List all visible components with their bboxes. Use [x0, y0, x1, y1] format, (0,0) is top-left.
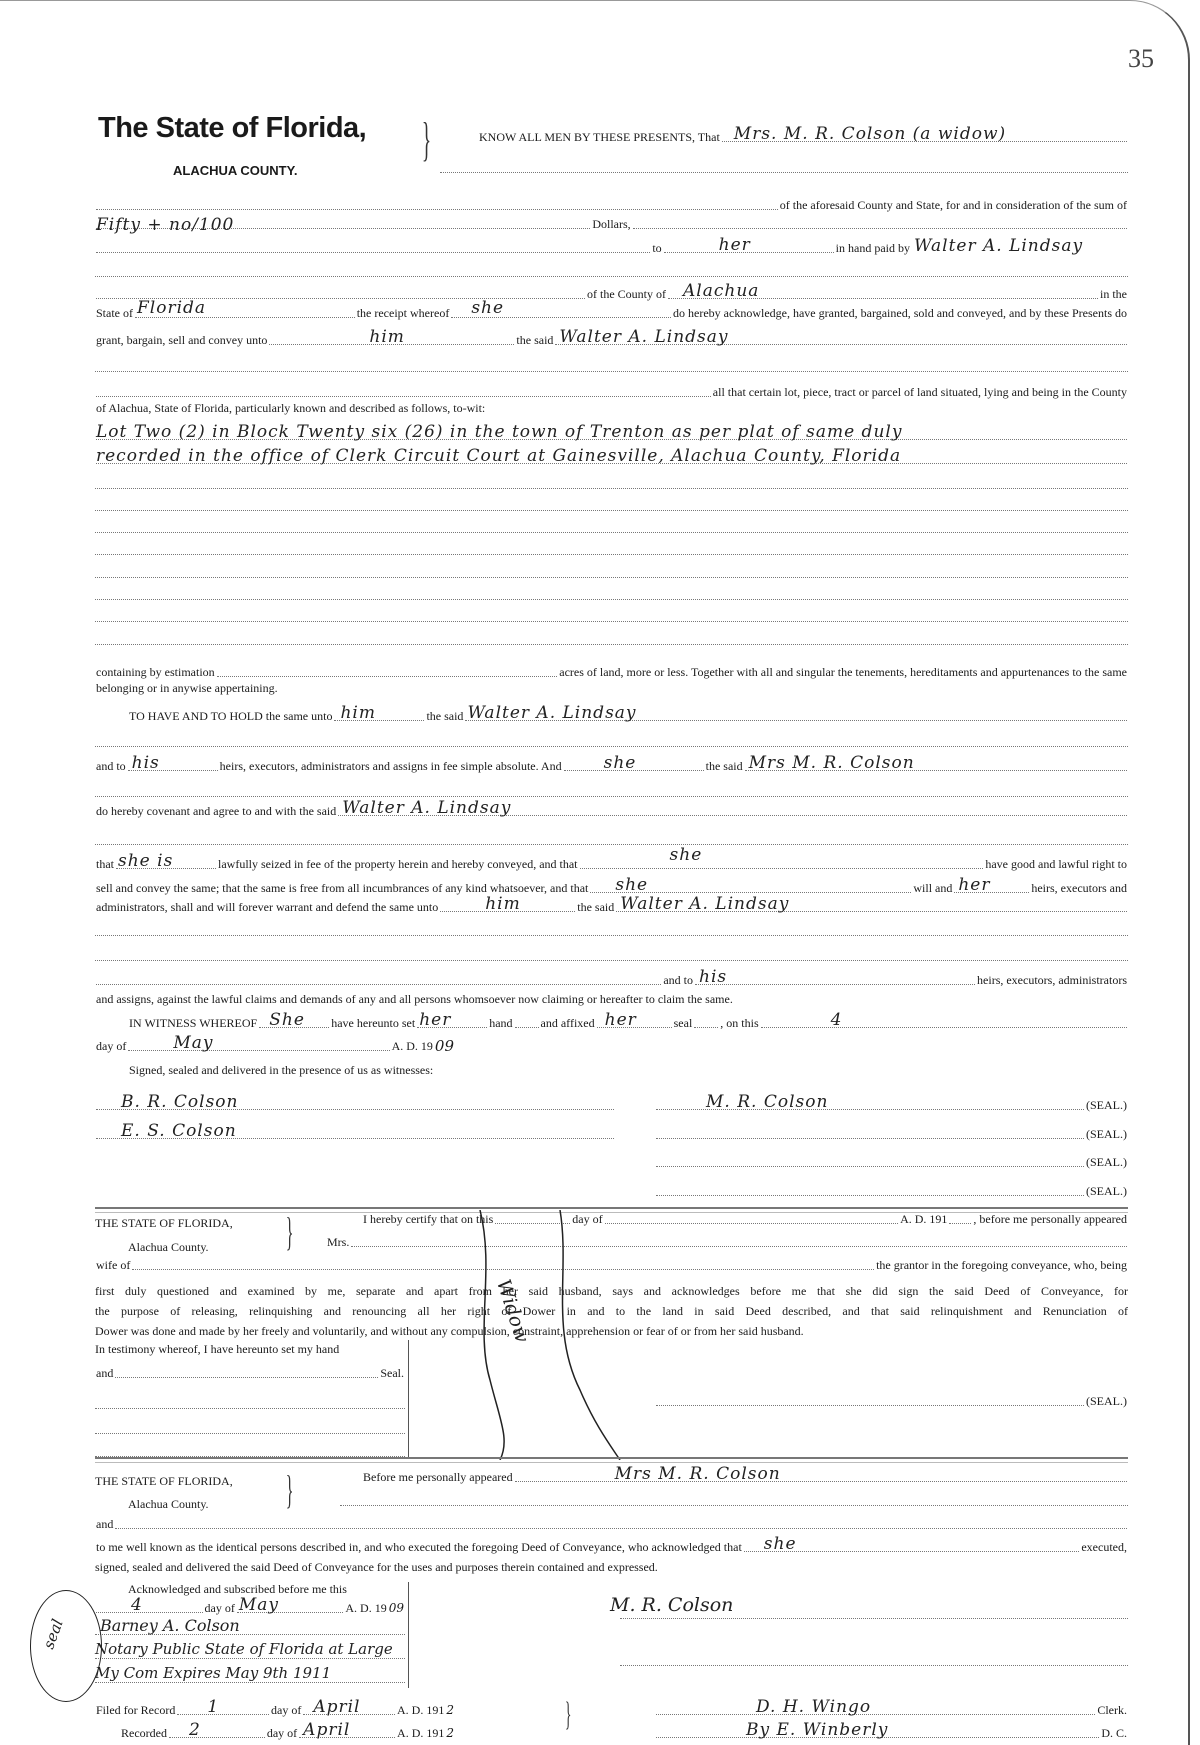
field — [590, 875, 911, 895]
printed-text: all that certain lot, piece, tract or parcel of land situated, lying and being in the County — [712, 385, 1127, 399]
day-handwritten: 4 — [830, 1010, 843, 1030]
dower-seal-line — [95, 1366, 405, 1380]
blank-line — [95, 1408, 405, 1409]
printed-text: sell and convey the same; that the same is free from all incumbrances of any kind whatsoever, and that — [96, 881, 589, 895]
printed-text: belonging or in anywise appertaining. — [96, 681, 278, 695]
date-line — [95, 1033, 455, 1055]
ack-line — [95, 1517, 1128, 1531]
field — [564, 753, 704, 773]
field — [616, 894, 1127, 914]
county-handwritten: Alachua — [683, 281, 760, 301]
year-handwritten: 09 — [388, 1601, 405, 1615]
section-divider — [95, 1457, 1128, 1463]
field — [96, 1121, 614, 1141]
handwritten: him — [485, 894, 521, 914]
printed-text: to — [652, 241, 662, 255]
witness-line — [95, 1092, 615, 1112]
field — [605, 1212, 898, 1224]
handwritten: her — [604, 1010, 637, 1030]
handwritten: her — [419, 1010, 452, 1030]
deed-line — [95, 753, 1128, 773]
printed-text: TO HAVE AND TO HOLD the same unto — [129, 709, 333, 723]
field — [633, 217, 1127, 229]
dower-line — [326, 1235, 1128, 1249]
grantor-handwritten: Mrs M. R. Colson — [614, 1464, 781, 1484]
field — [668, 281, 1098, 301]
printed-text: administrators, shall and will forever warrant and defend the same unto — [96, 900, 439, 914]
form-county: ALACHUA COUNTY. — [173, 163, 298, 178]
field — [515, 1016, 539, 1028]
seal-label: (SEAL.) — [1086, 1184, 1127, 1198]
field — [954, 875, 1029, 895]
field — [515, 1464, 1127, 1484]
printed-text: and to — [663, 973, 694, 987]
printed-text: A. D. 191 — [397, 1703, 445, 1717]
field — [694, 1016, 718, 1028]
printed-text: and affixed — [540, 1016, 595, 1030]
printed-text: have hereunto set — [331, 1016, 416, 1030]
grantee-handwritten: Walter A. Lindsay — [914, 236, 1084, 256]
brace: } — [564, 1696, 572, 1733]
field — [96, 241, 650, 253]
printed-text: in hand paid by — [835, 241, 910, 255]
blank-line — [95, 960, 1128, 961]
blank-line — [440, 172, 1128, 173]
dower-paragraph: first duly questioned and examined by me, separate and apart from her said husband, says and acknowledges before me that she did sign the said Deed of Conveyance, for — [95, 1284, 1128, 1298]
printed-text: acres of land, more or less. Together with all and singular the tenements, hereditaments and appurtenances to the same — [559, 665, 1127, 679]
field — [555, 327, 1127, 347]
printed-text: the said — [426, 709, 464, 723]
printed-text: Recorded — [121, 1726, 167, 1740]
printed-text: Mrs. — [327, 1235, 350, 1249]
printed-text: Filed for Record — [96, 1703, 176, 1717]
ack-text: Acknowledged and subscribed before me this — [128, 1582, 347, 1596]
legal-description-line — [95, 422, 1128, 442]
deed-line — [95, 967, 1128, 987]
deputy-clerk-line — [655, 1720, 1128, 1740]
ack-date-line — [95, 1595, 405, 1615]
witness-caption — [128, 1063, 828, 1077]
form-title: The State of Florida, — [98, 112, 367, 144]
handwritten: she — [471, 298, 505, 318]
handwritten: her — [958, 875, 991, 895]
seal-line — [655, 1184, 1128, 1198]
seal-line — [655, 1092, 1128, 1112]
blank-line — [95, 844, 1128, 845]
notary-seal-text: seal — [39, 1616, 67, 1652]
handwritten: she is — [118, 851, 174, 871]
field — [96, 385, 711, 397]
field — [695, 967, 975, 987]
field — [96, 1092, 614, 1112]
deed-line — [95, 401, 1128, 415]
printed-text: the said — [705, 759, 743, 773]
dower-paragraph: the purpose of releasing, relinquishing and renouncing all her right of Dower in and to the land in said Deed described, and that said relinquishment and Renunciation of — [95, 1304, 1128, 1318]
field — [949, 1212, 971, 1224]
state-handwritten: Florida — [137, 298, 207, 318]
field — [351, 1235, 1127, 1247]
printed-text: to me well known as the identical persons described in, and who executed the foregoing Deed of Conveyance, who acknowledged that — [96, 1540, 742, 1554]
bracket-line — [408, 1582, 409, 1688]
field — [217, 665, 558, 677]
field — [96, 446, 1127, 466]
dower-county: Alachua County. — [128, 1240, 209, 1254]
field — [259, 1010, 329, 1030]
notary-seal-outline — [30, 1590, 102, 1702]
field — [440, 894, 575, 914]
grantor-handwritten: Mrs M. R. Colson — [748, 753, 915, 773]
handwritten: she — [615, 875, 649, 895]
seal-label: (SEAL.) — [1086, 1127, 1127, 1141]
blank-line — [95, 532, 1128, 533]
field — [96, 215, 590, 235]
printed-text: the said — [516, 333, 554, 347]
blank-line — [95, 644, 1128, 645]
grantor-handwritten: Mrs. M. R. Colson (a widow) — [733, 124, 1007, 144]
notary-title-handwritten: Notary Public State of Florida at Large — [95, 1640, 393, 1658]
field — [656, 1720, 1099, 1740]
blank-line — [95, 577, 1128, 578]
notary-commission-handwritten: My Com Expires May 9th 1911 — [95, 1664, 332, 1682]
seal-line — [655, 1155, 1128, 1169]
printed-text: the said — [577, 900, 615, 914]
grantor-signature: M. R. Colson — [610, 1594, 734, 1616]
field — [664, 235, 834, 255]
printed-text: Before me personally appeared — [363, 1470, 513, 1484]
printed-text: grant, bargain, sell and convey unto — [96, 333, 268, 347]
legal-description-line — [95, 446, 1128, 466]
clerk-signature: D. H. Wingo — [756, 1697, 872, 1717]
widow-scrawl — [470, 1210, 640, 1460]
field — [744, 1534, 1080, 1554]
deed-line — [95, 385, 1128, 399]
field — [334, 703, 424, 723]
printed-text: A. D. 191 — [900, 1212, 948, 1226]
printed-text: D. C. — [1101, 1726, 1127, 1740]
witness-signature: B. R. Colson — [121, 1092, 239, 1112]
month-handwritten: April — [303, 1720, 351, 1740]
dower-state: THE STATE OF FLORIDA, — [95, 1216, 233, 1230]
witness-whereof-line — [128, 1010, 1128, 1030]
field — [128, 1033, 389, 1053]
printed-text: , before me personally appeared — [973, 1212, 1127, 1226]
deed-line — [95, 798, 1128, 818]
field — [656, 1092, 1084, 1112]
printed-text: seal — [673, 1016, 693, 1030]
notary-name-handwritten: Barney A. Colson — [100, 1616, 240, 1635]
printed-text: and to — [96, 759, 126, 773]
handwritten: she — [669, 845, 703, 865]
field — [417, 1010, 487, 1030]
field — [761, 1010, 1127, 1030]
printed-text: the grantor in the foregoing conveyance, who, being — [876, 1258, 1127, 1272]
printed-text: lawfully seized in fee of the property herein and hereby conveyed, and that — [218, 857, 578, 871]
clerk-line — [655, 1697, 1128, 1717]
field — [597, 1010, 672, 1030]
deed-line — [95, 298, 1128, 320]
printed-text: the receipt whereof — [356, 306, 450, 320]
deed-line-grantor — [478, 124, 1128, 144]
printed-text: heirs, executors, administrators and assigns in fee simple absolute. And — [219, 759, 562, 773]
field — [338, 798, 1127, 818]
deed-line — [95, 875, 1128, 895]
blank-line — [340, 1505, 1128, 1506]
printed-text: heirs, executors, administrators — [977, 973, 1127, 987]
day-handwritten: 4 — [131, 1595, 143, 1615]
printed-text: in the — [1100, 287, 1127, 301]
printed-text: executed, — [1081, 1540, 1127, 1554]
field — [656, 1155, 1084, 1167]
field — [580, 845, 984, 869]
deed-line — [95, 665, 1128, 679]
year-handwritten: 2 — [446, 1726, 455, 1740]
printed-text: and — [96, 1366, 114, 1380]
deed-line — [95, 845, 1128, 871]
brace: } — [285, 1209, 294, 1254]
field — [237, 1595, 344, 1615]
printed-text: Clerk. — [1097, 1703, 1127, 1717]
deed-line — [95, 894, 1128, 914]
deed-line — [95, 327, 1128, 347]
field — [135, 298, 355, 318]
field — [115, 1366, 378, 1378]
ack-text: signed, sealed and delivered the said Deed of Conveyance for the uses and purposes therein contained and expressed. — [95, 1560, 658, 1574]
deed-line-amount — [95, 215, 1128, 235]
amount-handwritten: Fifty + no/100 — [96, 215, 235, 235]
deed-line — [95, 992, 1128, 1006]
printed-text: do hereby acknowledge, have granted, bargained, sold and conveyed, and by these Presents do — [673, 306, 1127, 320]
witness-line — [95, 1121, 615, 1141]
printed-text: do hereby covenant and agree to and with the said — [96, 804, 337, 818]
grantee-handwritten: Walter A. Lindsay — [620, 894, 790, 914]
seal-line — [655, 1394, 1128, 1408]
blank-line — [95, 276, 1128, 277]
field — [96, 198, 778, 210]
printed-text: , on this — [720, 1016, 759, 1030]
seal-label: (SEAL.) — [1086, 1098, 1127, 1112]
printed-text: Signed, sealed and delivered in the presence of us as witnesses: — [129, 1063, 434, 1077]
field — [745, 753, 1127, 773]
field — [656, 1697, 1095, 1717]
blank-line — [95, 621, 1128, 622]
printed-text: IN WITNESS WHEREOF — [129, 1016, 258, 1030]
blank-line — [95, 1658, 405, 1659]
day-handwritten: 2 — [188, 1720, 201, 1740]
blank-line — [95, 746, 1128, 747]
printed-text: A. D. 19 — [391, 1039, 433, 1053]
year-handwritten: 2 — [446, 1703, 454, 1717]
printed-text: hand — [489, 1016, 513, 1030]
printed-text: A. D. 19 — [345, 1601, 387, 1615]
printed-text: day of — [271, 1703, 302, 1717]
blank-line — [620, 1618, 1128, 1619]
printed-text: day of — [572, 1212, 603, 1226]
grantee-handwritten: Walter A. Lindsay — [342, 798, 512, 818]
legal-description-handwritten: recorded in the office of Clerk Circuit Court at Gainesville, Alachua County, Florida — [96, 446, 902, 466]
handwritten: She — [269, 1010, 305, 1030]
ack-line — [95, 1534, 1128, 1554]
field — [116, 851, 216, 871]
field — [722, 124, 1127, 144]
habendum-line — [128, 703, 1128, 723]
deed-line — [95, 681, 1128, 695]
printed-text: wife of — [96, 1258, 131, 1272]
handwritten: his — [131, 753, 160, 773]
seal-label: (SEAL.) — [1086, 1394, 1127, 1408]
printed-text: and assigns, against the lawful claims and demands of any and all persons whomsoever now claiming or hereafter to claim the same. — [96, 992, 733, 1006]
printed-text: State of — [96, 306, 133, 320]
ack-county: Alachua County. — [128, 1497, 209, 1511]
printed-text: will and — [913, 881, 953, 895]
field — [115, 1517, 1127, 1529]
filed-for-record-line — [95, 1697, 455, 1717]
blank-line — [95, 554, 1128, 555]
year-handwritten: 09 — [434, 1037, 454, 1055]
printed-text: day of — [96, 1039, 127, 1053]
blank-line — [95, 796, 1128, 797]
field — [656, 1127, 1084, 1139]
blank-line — [95, 1682, 405, 1683]
printed-text: and — [96, 1517, 114, 1531]
deputy-clerk-signature: By E. Winberly — [746, 1720, 889, 1740]
blank-line — [620, 1665, 1128, 1666]
ack-line — [362, 1464, 1128, 1484]
handwritten: her — [718, 235, 751, 255]
recorded-line — [120, 1720, 455, 1740]
printed-text: have good and lawful right to — [985, 857, 1127, 871]
printed-text: day of — [204, 1601, 235, 1615]
blank-line — [95, 371, 1128, 372]
field — [303, 1697, 395, 1717]
grantee-handwritten: Walter A. Lindsay — [467, 703, 637, 723]
month-handwritten: April — [313, 1697, 361, 1717]
bracket-line — [408, 1340, 409, 1458]
field — [169, 1720, 265, 1740]
grantee-handwritten: Walter A. Lindsay — [559, 327, 729, 347]
field — [465, 703, 1127, 723]
deed-line — [95, 281, 1128, 301]
month-handwritten: May — [173, 1033, 214, 1053]
blank-line — [95, 599, 1128, 600]
seal-label: (SEAL.) — [1086, 1155, 1127, 1169]
dower-paragraph: Dower was done and made by her freely and voluntarily, and without any compulsion, constraint, apprehension or fear of or from her said husband. — [95, 1324, 804, 1338]
handwritten: his — [699, 967, 728, 987]
printed-text: of Alachua, State of Florida, particularly known and described as follows, to-wit: — [96, 401, 486, 415]
field — [96, 973, 661, 985]
blank-line — [95, 510, 1128, 511]
handwritten: him — [340, 703, 376, 723]
field — [128, 753, 218, 773]
printed-text: I hereby certify that on this — [363, 1212, 494, 1226]
field — [96, 422, 1127, 442]
deed-line — [95, 235, 1128, 256]
field — [451, 298, 671, 318]
witness-signature: E. S. Colson — [121, 1121, 237, 1141]
seal-line — [655, 1127, 1128, 1141]
handwritten: she — [763, 1534, 797, 1554]
printed-text: containing by estimation — [96, 665, 215, 679]
deed-line — [95, 198, 1128, 212]
printed-text: Seal. — [380, 1366, 404, 1380]
page-number: 35 — [1128, 44, 1154, 73]
printed-text: that — [96, 857, 114, 871]
legal-description-handwritten: Lot Two (2) in Block Twenty six (26) in the town of Trenton as per plat of same duly — [96, 422, 903, 442]
printed-text: of the aforesaid County and State, for and in consideration of the sum of — [779, 198, 1127, 212]
field — [299, 1720, 395, 1740]
printed-text: KNOW ALL MEN BY THESE PRESENTS, That — [479, 130, 720, 144]
brace: } — [285, 1467, 294, 1512]
field — [912, 236, 1127, 256]
blank-line — [95, 488, 1128, 489]
field — [177, 1697, 269, 1717]
printed-text: day of — [266, 1726, 298, 1740]
day-handwritten: 1 — [207, 1697, 220, 1717]
field — [656, 1184, 1084, 1196]
month-handwritten: May — [238, 1595, 280, 1615]
field — [656, 1394, 1084, 1406]
printed-text: Dollars, — [592, 217, 631, 231]
blank-line — [95, 935, 1128, 936]
ack-state: THE STATE OF FLORIDA, — [95, 1474, 233, 1488]
handwritten: him — [369, 327, 405, 347]
brace: } — [421, 113, 432, 166]
grantor-signature: M. R. Colson — [706, 1092, 829, 1112]
printed-text: of the County of — [587, 287, 666, 301]
handwritten: she — [603, 753, 637, 773]
printed-text: A. D. 191 — [397, 1726, 445, 1740]
blank-line — [95, 1433, 405, 1434]
field — [96, 1595, 203, 1615]
testimony-text: In testimony whereof, I have hereunto set my hand — [95, 1342, 340, 1356]
printed-text: heirs, executors and — [1031, 881, 1127, 895]
widow-scrawl-text: Widow — [492, 1276, 534, 1346]
field — [269, 327, 514, 347]
